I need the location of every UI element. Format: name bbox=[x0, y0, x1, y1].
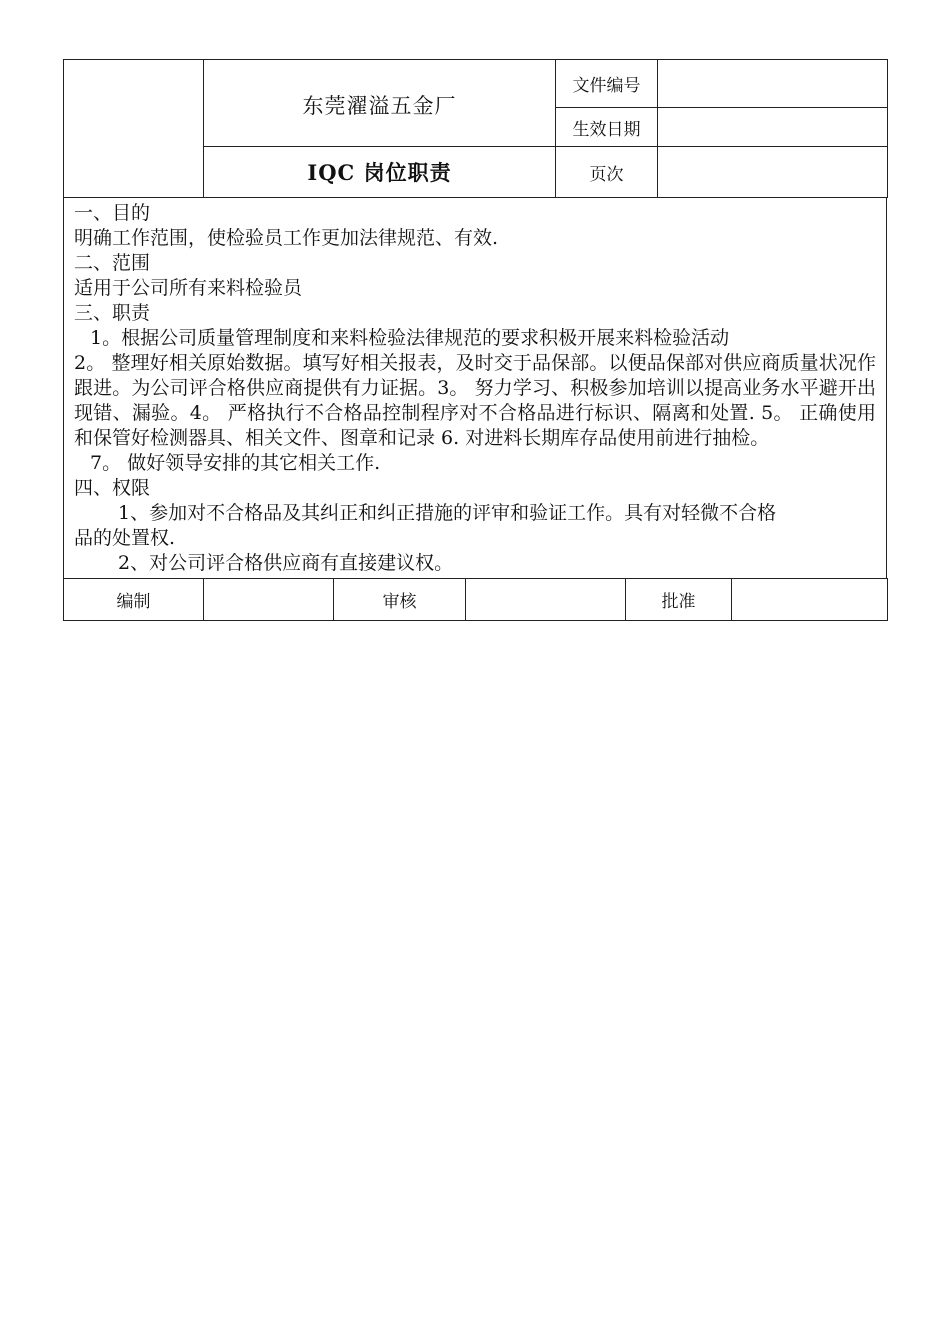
authority-item-2: 2、对公司评合格供应商有直接建议权。 bbox=[118, 552, 454, 574]
page-value bbox=[658, 147, 888, 198]
company-name: 东莞濯溢五金厂 bbox=[204, 60, 556, 147]
section-3-heading: 三、职责 bbox=[74, 302, 151, 324]
section-1-text: 明确工作范围，使检验员工作更加法律规范、有效. bbox=[74, 227, 499, 249]
header-table bbox=[63, 59, 888, 198]
reviewed-value bbox=[466, 579, 626, 621]
authority-item-1-cont: 品的处置权. bbox=[74, 527, 176, 549]
prepared-value bbox=[204, 579, 334, 621]
logo-cell bbox=[64, 60, 204, 198]
section-1-heading: 一、目的 bbox=[74, 202, 151, 224]
file-no-value bbox=[658, 60, 888, 108]
reviewed-label: 审核 bbox=[334, 579, 466, 621]
duty-item-7: 7。 做好领导安排的其它相关工作. bbox=[90, 452, 381, 474]
approved-value bbox=[732, 579, 888, 621]
approved-label: 批准 bbox=[626, 579, 732, 621]
signoff-table bbox=[63, 578, 888, 621]
content-cell bbox=[64, 198, 887, 579]
content-table bbox=[63, 197, 887, 579]
authority-item-1: 1、参加对不合格品及其纠正和纠正措施的评审和验证工作。具有对轻微不合格 bbox=[118, 502, 777, 524]
section-4-heading: 四、权限 bbox=[74, 477, 151, 499]
effective-date-value bbox=[658, 108, 888, 147]
file-no-label: 文件编号 bbox=[556, 60, 658, 108]
duty-item-1: 1。根据公司质量管理制度和来料检验法律规范的要求积极开展来料检验活动 bbox=[90, 327, 730, 349]
effective-date-label: 生效日期 bbox=[556, 108, 658, 147]
document-title: IQC 岗位职责 bbox=[204, 147, 556, 198]
prepared-label: 编制 bbox=[64, 579, 204, 621]
section-2-heading: 二、范围 bbox=[74, 252, 151, 274]
document-page bbox=[63, 59, 887, 621]
duty-paragraph: 2。 整理好相关原始数据。填写好相关报表，及时交于品保部。以便品保部对供应商质量状况作跟进。为公司评合格供应商提供有力证据。3。 努力学习、积极参加培训以提高业务水平避开出现错、漏验。4。 严格执行不合格品控制程序对不合格品进行标识、隔离和处置. 5。 正确使用和保管好检测器具、相关文件、图章和记录 6. 对进料长期库存品使用前进行抽检。 bbox=[74, 352, 876, 449]
section-2-text: 适用于公司所有来料检验员 bbox=[74, 277, 303, 299]
page-label: 页次 bbox=[556, 147, 658, 198]
